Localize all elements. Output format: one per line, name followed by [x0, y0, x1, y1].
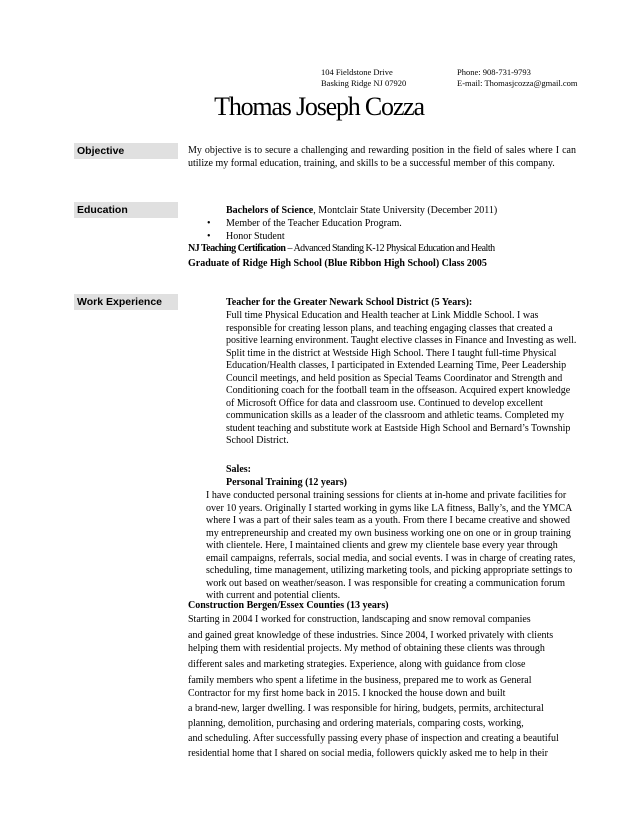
degree-title: Bachelors of Science [226, 205, 314, 216]
construction-line: different sales and marketing strategies. Experience, along with guidance from close [188, 659, 526, 670]
construction-title: Construction Bergen/Essex Counties (13 years) [188, 600, 389, 611]
address-line-1: 104 Fieldstone Drive [321, 67, 393, 77]
highschool-line: Graduate of Ridge High School (Blue Ribbon High School) Class 2005 [188, 258, 487, 269]
bullet-icon: • [207, 218, 211, 229]
construction-line: Starting in 2004 I worked for construction, landscaping and snow removal companies [188, 614, 531, 625]
construction-line: a brand-new, larger dwelling. I was responsible for hiring, budgets, permits, architectural [188, 703, 544, 714]
work-experience-section-label: Work Experience [74, 294, 178, 310]
construction-line: family members who spent a lifetime in the business, prepared me to work as General [188, 675, 532, 686]
bullet-icon: • [207, 231, 211, 242]
objective-section-label: Objective [74, 143, 178, 159]
address-block [321, 67, 406, 89]
construction-line: residential home that I shared on social media, followers quickly asked me to help in their [188, 748, 548, 759]
degree-line [226, 205, 497, 218]
construction-line: and scheduling. After successfully passing every phase of inspection and creating a beautiful [188, 733, 559, 744]
construction-line: Contractor for my first home back in 2015. I knocked the house down and built [188, 688, 506, 699]
certification-detail: – Advanced Standing K-12 Physical Education and Health [285, 243, 495, 254]
construction-line: planning, demolition, purchasing and ordering materials, comparing costs, working, [188, 718, 524, 729]
education-bullet [207, 218, 567, 231]
sales-heading: Sales: [226, 464, 251, 475]
contact-block [457, 67, 578, 89]
address-line-2: Basking Ridge NJ 07920 [321, 78, 407, 88]
email-address: E-mail: Thomasjcozza@gmail.com [457, 78, 578, 88]
construction-line: and gained great knowledge of these industries. Since 2004, I worked privately with clients [188, 630, 554, 641]
education-bullet-text: Honor Student [226, 231, 285, 242]
resume-name: Thomas Joseph Cozza [214, 92, 424, 121]
education-section-label: Education [74, 202, 178, 218]
personal-training-title: Personal Training (12 years) [226, 477, 348, 488]
degree-detail: , Montclair State University (December 2011) [313, 205, 498, 216]
certification-title: NJ Teaching Certification [188, 243, 286, 254]
teacher-job-description: Full time Physical Education and Health teacher at Link Middle School. I was responsible for creating lesson plans, and teaching engaging classes that created a positive learning environment. Taught elective classes in Finance and Investing as well. Split time in the district at Westside High School. There I taught full-time Physical Education/Health classes, I participated in Extended Learning Time, Peer Leadership Council meetings, and held position as Special Teams Coordinator and Strength and Conditioning coach for the football team in the offseason. Acquired expert knowledge of Microsoft Office for data and classroom use. Continued to develop excellent communication skills as a leader of the classroom and athletic teams. Completed my student teaching and substitute work at Eastside High School and Bernard’s Township School District. [226, 310, 577, 446]
construction-line: helping them with residential projects. My method of obtaining these clients was through [188, 643, 545, 654]
phone-number: Phone: 908-731-9793 [457, 67, 531, 77]
teacher-job-title: Teacher for the Greater Newark School District (5 Years): [226, 297, 473, 308]
personal-training-description: I have conducted personal training sessions for clients at in-home and private facilities for over 10 years. Originally I started working in gyms like LA fitness, Bally’s, and the YMCA where I was a part of their sales team as a youth. From there I became creative and showed my entrepreneurship and created my own business working one on one or in group training with clientele. Here, I maintained clients and grew my clientele base every year through email campaigns, referrals, social media, and social events. I was in charge of creating rates, scheduling, time management, utilizing marketing tools, and picking appropriate settings to work out based on weather/season. I was responsible for creating a communication forum with current and potential clients. [206, 490, 576, 601]
certification-line [188, 243, 495, 255]
objective-text: My objective is to secure a challenging and rewarding position in the field of sales where I can utilize my formal education, training, and skills to be a successful member of this company. [188, 145, 576, 169]
education-bullet-text: Member of the Teacher Education Program. [226, 218, 402, 229]
